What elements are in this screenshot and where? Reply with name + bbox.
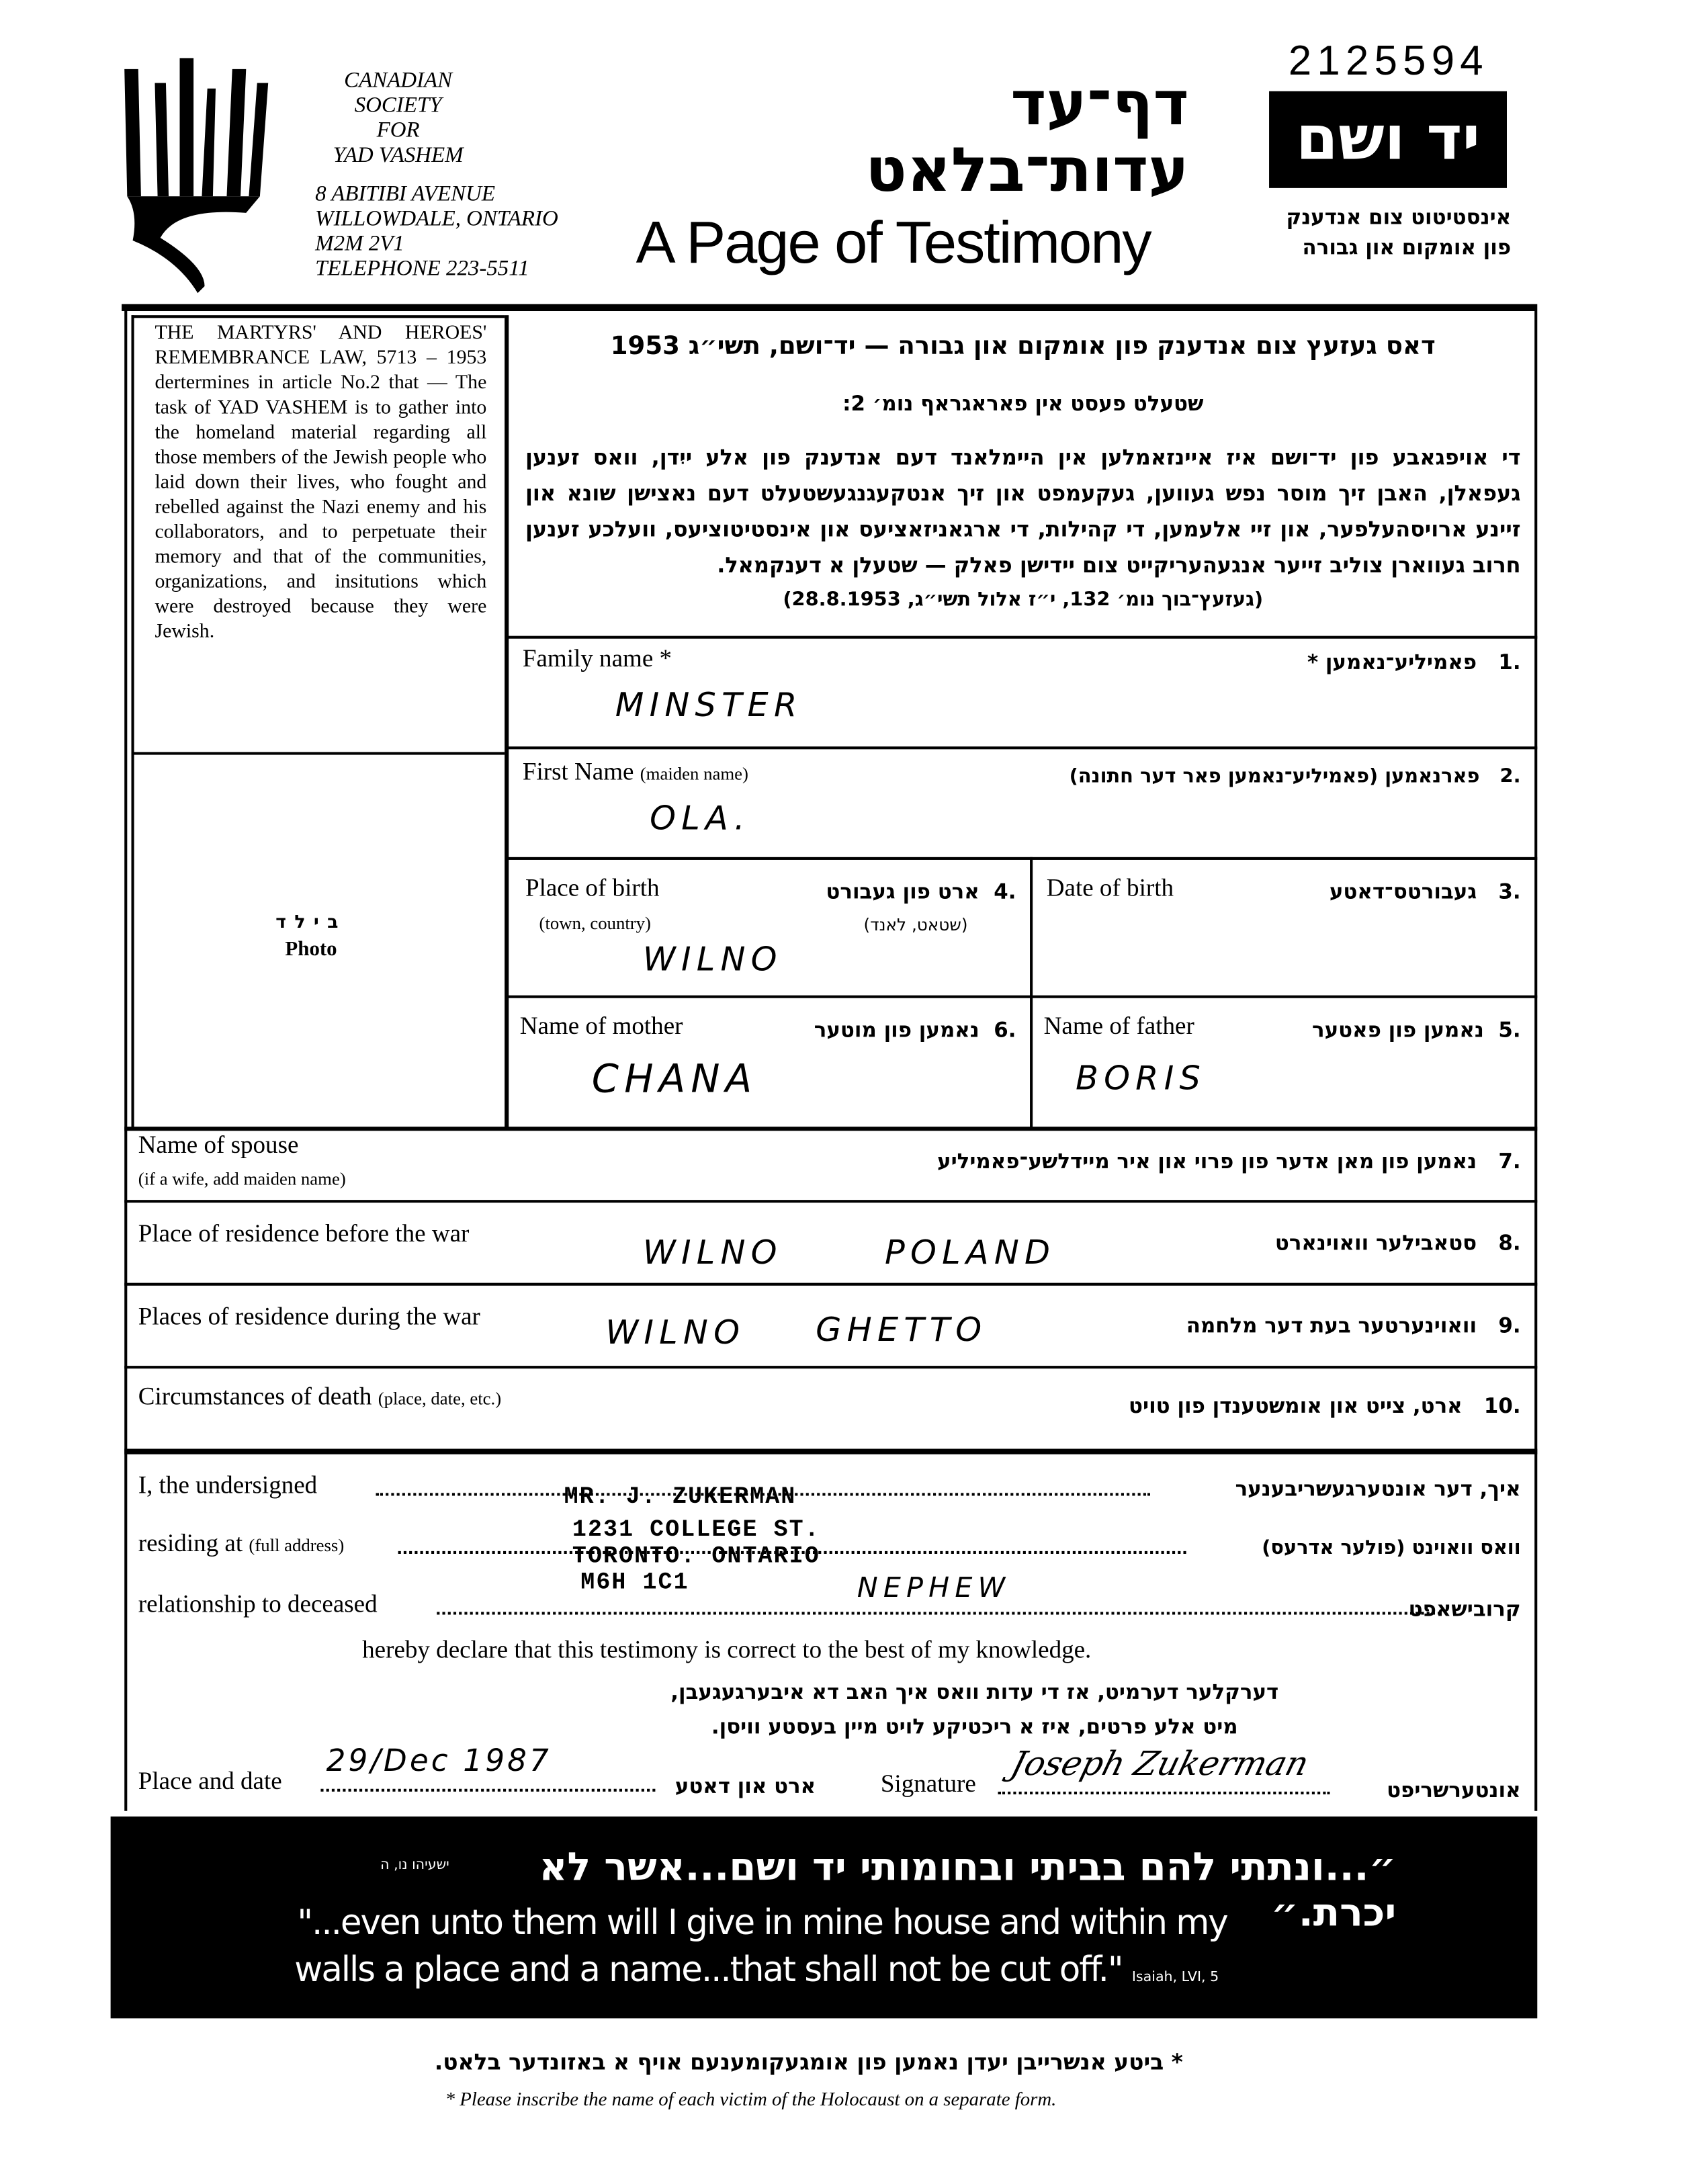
residence-before-field[interactable] xyxy=(608,1217,1106,1278)
society-address xyxy=(315,183,578,282)
relationship-label: relationship to deceased xyxy=(138,1589,378,1618)
label-yiddish: געבורטס־דאטע xyxy=(1329,879,1477,904)
divider xyxy=(124,1366,1537,1368)
label-yiddish: ארט, צייט און אומשטענדן פון טויט xyxy=(1129,1393,1463,1419)
law-title-yiddish: דאס געזעץ צום אנדענק פון אומקום און גבורה — יד־ושם, תשי״ג 1953 xyxy=(610,331,1436,361)
field-number: .9 xyxy=(1498,1313,1521,1338)
field-number: .4 xyxy=(994,879,1016,904)
signature-field[interactable]: Joseph Zukerman xyxy=(1006,1744,1313,1784)
field-number: .8 xyxy=(1498,1230,1521,1256)
death-circumstances-label xyxy=(138,1383,501,1411)
title-yiddish-2: עדות־בלאט xyxy=(865,135,1189,206)
label-text: residing at xyxy=(138,1528,243,1557)
place-date-label: Place and date xyxy=(138,1766,282,1795)
society-line: YAD VASHEM xyxy=(333,144,464,167)
declaration-statement-yiddish-2: מיט אלע פרטים, איז א ריכטיקע לויט מיין בעסטע וויסן. xyxy=(711,1714,1238,1739)
label-yiddish: נאמען פון מוטער xyxy=(814,1017,979,1043)
label-yiddish: סטאבילער וואוינארט xyxy=(1274,1230,1477,1256)
label-note: (place, date, etc.) xyxy=(378,1388,502,1409)
banner-hebrew-reference: ישעיהו נו, ה xyxy=(380,1858,449,1874)
residence-before-label: Place of residence before the war xyxy=(138,1219,470,1248)
law-citation: (געזעץ־בוך נומ׳ 132, י״ז אלול תשי״ג, 28.8.1953) xyxy=(783,588,1264,611)
relationship-label-yiddish: קרובישאפט xyxy=(1408,1596,1521,1622)
date-of-birth-label-yiddish xyxy=(1244,879,1521,904)
address-line: M2M 2V1 xyxy=(315,232,404,256)
declaration-statement-yiddish-1: דערקלער דערמיט, אז די עדות וואס איך האב דא איבערגעגעבן, xyxy=(670,1679,1279,1705)
divider xyxy=(506,636,1537,639)
divider xyxy=(131,315,134,1128)
banner-english-2 xyxy=(294,1949,1219,1989)
divider xyxy=(506,996,1537,998)
place-of-birth-label: Place of birth xyxy=(525,873,660,902)
page-title: A Page of Testimony xyxy=(636,210,1151,277)
father-name-label-yiddish xyxy=(1244,1018,1521,1043)
undersigned-label: I, the undersigned xyxy=(138,1471,318,1499)
divider xyxy=(131,315,505,318)
photo-label-yiddish: בילד xyxy=(275,912,347,934)
residence-city: WILNO xyxy=(642,1233,783,1272)
place-of-birth-field[interactable]: WILNO xyxy=(642,940,783,979)
undersigned-name-field[interactable]: MR. J. ZUKERMAN xyxy=(564,1485,797,1512)
father-name-field[interactable]: BORIS xyxy=(1075,1059,1207,1098)
death-circumstances-label-yiddish xyxy=(967,1393,1520,1418)
law-text-english: THE MARTYRS' AND HEROES' REMEMBRANCE LAW, 5713 – 1953 dertermines in article No.2 that — The task of YAD VASHEM is to gather into the homeland material regarding all those members of the Jewish people who laid down their lives, who fought and rebelled against the Nazi enemy and his collaborators, and to perpetuate their memory and that of the communities, organizations, and insitutions which were destroyed because they were Jewish. xyxy=(155,322,487,643)
column-divider xyxy=(505,315,509,1128)
date-of-birth-label: Date of birth xyxy=(1046,873,1174,902)
address-line: M6H 1C1 xyxy=(580,1570,689,1597)
banner-english-reference: Isaiah, LVI, 5 xyxy=(1131,1970,1219,1986)
declaration-statement: hereby declare that this testimony is correct to the best of my knowledge. xyxy=(362,1635,1092,1663)
residence-country: POLAND xyxy=(884,1233,1056,1272)
undersigned-label-yiddish: איך, דער אונטערגעשריבענער xyxy=(1235,1476,1521,1501)
place-of-birth-note-yiddish: (שטאט, לאנד) xyxy=(863,915,968,935)
relationship-field[interactable]: NEPHEW xyxy=(857,1570,1011,1604)
residence-during-label-yiddish xyxy=(1078,1313,1520,1338)
signature-label: Signature xyxy=(880,1769,976,1798)
divider xyxy=(124,1127,1537,1131)
label-yiddish: פאמיליע־נאמען * xyxy=(1307,650,1477,675)
first-name-label-yiddish xyxy=(967,766,1520,788)
death-circumstances-field[interactable] xyxy=(608,1383,995,1444)
address-line: WILLOWDALE, ONTARIO xyxy=(315,207,558,231)
family-name-label-yiddish xyxy=(967,650,1520,674)
label-yiddish: נאמען פון פאטער xyxy=(1312,1017,1484,1043)
address-line: TORONTO. ONTARIO xyxy=(572,1544,820,1571)
label-text: First Name xyxy=(522,757,634,785)
photo-box[interactable] xyxy=(249,912,373,962)
field-number: .1 xyxy=(1498,650,1521,675)
place-date-field[interactable]: 29/Dec 1987 xyxy=(326,1744,552,1780)
yad-vashem-logo: יד ושם xyxy=(1269,91,1507,188)
label-note: (maiden name) xyxy=(640,762,748,784)
title-yiddish-1: דף־עד xyxy=(1010,69,1189,140)
residence-during-label: Places of residence during the war xyxy=(138,1302,480,1330)
society-line: SOCIETY xyxy=(354,93,442,118)
mother-name-label: Name of mother xyxy=(519,1012,683,1040)
first-name-field[interactable]: OLA. xyxy=(650,799,750,838)
label-yiddish: פארנאמען (פאמיליע־נאמען פאר דער חתונה) xyxy=(1069,766,1480,788)
spouse-field[interactable] xyxy=(442,1133,691,1194)
field-number: .3 xyxy=(1498,879,1521,904)
address-field[interactable] xyxy=(572,1518,820,1596)
divider xyxy=(131,752,505,754)
spouse-label-yiddish xyxy=(691,1149,1521,1174)
date-of-birth-field[interactable] xyxy=(1051,926,1521,981)
institute-line: אינסטיטוט צום אנדענק xyxy=(1286,204,1512,230)
divider xyxy=(506,857,1537,860)
footer-note: * Please inscribe the name of each victim of the Holocaust on a separate form. xyxy=(445,2090,1057,2111)
field-number: .5 xyxy=(1498,1017,1521,1043)
label-yiddish: וואוינערטער בעת דער מלחמה xyxy=(1186,1313,1477,1338)
society-name xyxy=(315,69,481,169)
law-subtitle-yiddish: שטעלט פעסט אין פאראגראף נומ׳ 2: xyxy=(842,391,1204,417)
divider xyxy=(1030,857,1033,1128)
serial-number: 2125594 xyxy=(1288,38,1489,85)
banner-english-1: "...even unto them will I give in mine house and within my xyxy=(297,1902,1227,1943)
residence-during-field[interactable] xyxy=(595,1299,1078,1360)
label-note: (full address) xyxy=(249,1534,345,1556)
title-yiddish xyxy=(774,69,1189,206)
banner-hebrew: ״...ונתתי להם בביתי ובחומותי יד ושם...אשר לא יכרת.״ xyxy=(539,1844,1397,1935)
residing-label-yiddish: וואס וואוינט (פולער אדרעס) xyxy=(1262,1537,1521,1560)
field-number: .7 xyxy=(1498,1149,1521,1174)
residence-ghetto: GHETTO xyxy=(816,1310,988,1350)
residence-before-label-yiddish xyxy=(1106,1230,1520,1255)
family-name-field[interactable]: MINSTER xyxy=(615,685,803,725)
spouse-note: (if a wife, add maiden name) xyxy=(138,1168,346,1189)
address-line: 1231 COLLEGE ST. xyxy=(572,1518,820,1544)
society-line: FOR xyxy=(376,118,420,142)
dotted-line xyxy=(437,1612,1440,1614)
mother-name-field[interactable]: CHANA xyxy=(591,1056,758,1102)
father-name-label: Name of father xyxy=(1043,1012,1194,1040)
place-date-label-yiddish: ארט און דאטע xyxy=(674,1774,816,1799)
footer-note-yiddish: * ביטע אנשרייבן יעדן נאמען פון אומגעקומענעם אויף א באזונדער בלאט. xyxy=(434,2048,1183,2075)
label-text: Circumstances of death xyxy=(138,1382,372,1410)
law-body-yiddish: די אויפגאבע פון יד־ושם איז איינזאמלען אין היימלאנד דעם אנדענק פון אלע ייִדן, וואס זענען געפאלן, האבן זיך מוסר נפש געווען, געקעמפט און זיך אנטקעגנגעשטעלט דעם נאצישן שונא און זיינע ארויסהעלפער, און זיי אלעמען, די קהילות, די ארגאניזאציעס און אינסטיטוציעס, וועלכע זענען חרוב געווארן צוליב זייער אנגעהעריקייט צום יידישן פאלק — שטעלן א דענקמאל. xyxy=(525,445,1521,578)
signature-label-yiddish: אונטערשריפט xyxy=(1387,1778,1521,1803)
divider xyxy=(124,1449,1537,1454)
dotted-line xyxy=(998,1792,1330,1794)
address-line: 8 ABITIBI AVENUE xyxy=(315,182,496,206)
residence-city: WILNO xyxy=(605,1313,746,1352)
divider xyxy=(124,1200,1537,1203)
spouse-label: Name of spouse xyxy=(138,1131,299,1159)
scripture-banner xyxy=(111,1817,1538,2018)
institute-name xyxy=(1251,202,1511,263)
family-name-label: Family name * xyxy=(522,644,672,672)
menorah-logo xyxy=(122,58,281,293)
field-number: .2 xyxy=(1499,766,1521,788)
institute-line: פון אומקום און גבורה xyxy=(1302,234,1512,260)
place-of-birth-note: (town, country) xyxy=(539,912,651,934)
dotted-line xyxy=(320,1789,655,1792)
residing-label xyxy=(138,1529,344,1558)
place-of-birth-label-yiddish xyxy=(746,879,1016,904)
frame-left xyxy=(124,311,127,1811)
label-yiddish: נאמען פון מאן אדער פון פרוי און איר מיידלשע־פאמיליע xyxy=(937,1149,1477,1174)
top-rule xyxy=(122,304,1537,311)
field-number: .6 xyxy=(994,1017,1016,1043)
banner-english-2-text: walls a place and a name...that shall not be cut off." xyxy=(294,1949,1123,1990)
frame-right xyxy=(1534,311,1537,1811)
address-line: TELEPHONE 223-5511 xyxy=(315,257,529,281)
first-name-label xyxy=(523,758,748,787)
society-line: CANADIAN xyxy=(344,69,453,93)
field-number: .10 xyxy=(1483,1393,1521,1419)
divider xyxy=(124,1283,1537,1286)
divider xyxy=(506,746,1537,749)
label-yiddish: ארט פון געבורט xyxy=(826,879,979,904)
mother-name-label-yiddish xyxy=(719,1018,1016,1043)
photo-label: Photo xyxy=(285,938,337,961)
